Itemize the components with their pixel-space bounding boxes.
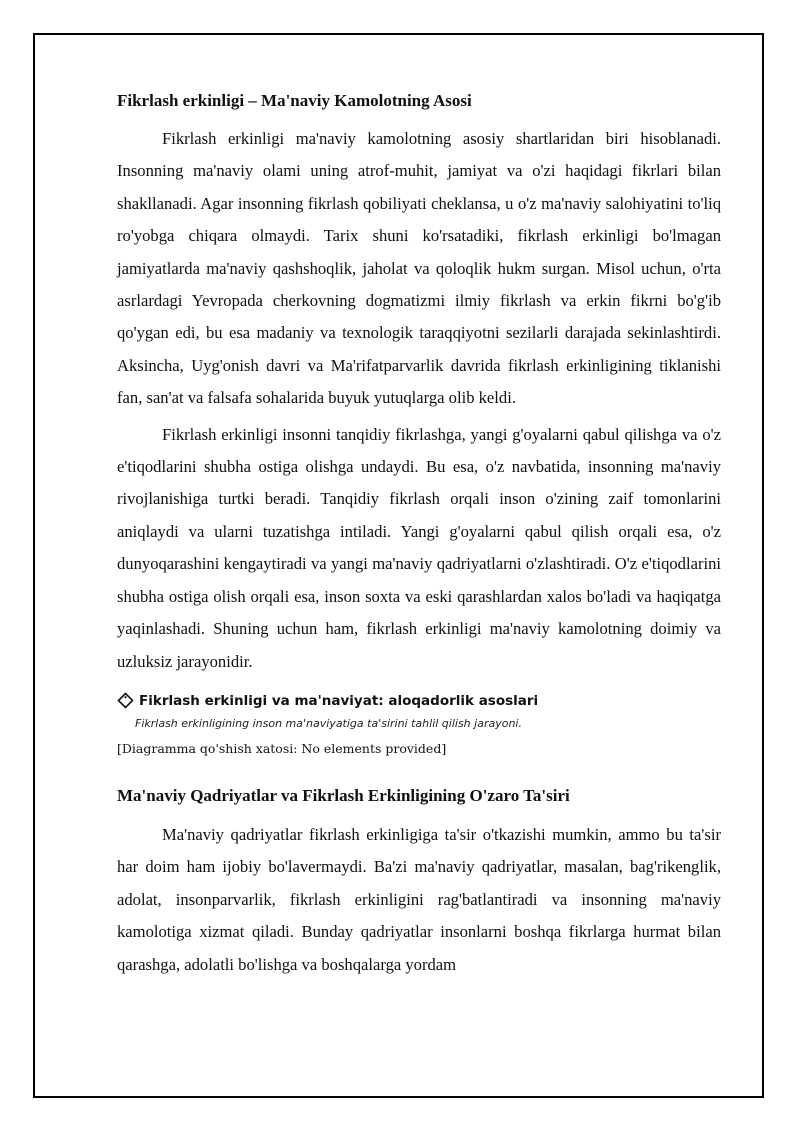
body-paragraph: Ma'naviy qadriyatlar fikrlash erkinligiga ta'sir o'tkazishi mumkin, ammo bu ta'sir har doim ham ijobiy bo'lavermaydi. Ba'zi ma'naviy qadriyatlar, masalan, bag'rikenglik, adolat, insonparvarlik, fikrlash erkinligini rag'batlantiradi va insonning ma'naviy kamolotiga xizmat qiladi. Bunday qadriyatlar insonlarni boshqa fikrlarga hurmat bilan qarashga, adolatli bo'lishga va boshqalarga yordam [117,824,721,974]
page-frame [33,33,764,1098]
document-body [117,90,721,981]
section-heading: Ma'naviy Qadriyatlar va Fikrlash Erkinligining O'zaro Ta'siri [117,785,570,805]
section-heading: Fikrlash erkinligi – Ma'naviy Kamolotning Asosi [117,91,472,110]
body-paragraph: Fikrlash erkinligi insonni tanqidiy fikrlashga, yangi g'oyalarni qabul qilishga va o'z e'tiqodlarini shubha ostiga olishga undaydi. Bu esa, o'z navbatida, insonning ma'naviy rivojlanishiga turtki beradi. Tanqidiy fikrlash orqali inson o'zining zaif tomonlarini aniqlaydi va ularni tuzatishga intiladi. Yangi g'oyalarni qabul qilish orqali esa, o'z dunyoqarashini kengaytiradi va yangi ma'naviy qadriyatlarni o'zlashtiradi. O'z e'tiqodlarini shubha ostiga olish orqali esa, inson soxta va eski qarashlardan xalos bo'ladi va haqiqatga yaqinlashadi. Shuning uchun ham, fikrlash erkinligi ma'naviy kamolotning doimiy va uzluksiz jarayonidir. [117,424,721,671]
diagram-placeholder [117,691,721,758]
tag-icon [117,692,134,709]
diagram-subtitle: Fikrlash erkinligining inson ma'naviyatiga ta'sirini tahlil qilish jarayoni. [135,716,522,730]
diagram-title-row [117,691,721,711]
diagram-error-message: [Diagramma qo'shish xatosi: No elements provided] [117,740,447,756]
diagram-title: Fikrlash erkinligi va ma'naviyat: aloqadorlik asoslari [139,692,539,709]
body-paragraph: Fikrlash erkinligi ma'naviy kamolotning asosiy shartlaridan biri hisoblanadi. Insonning ma'naviy olami uning atrof-muhit, jamiyat va o'zi haqidagi fikrlari bilan shakllanadi. Agar insonning fikrlash qobiliyati cheklansa, u o'z ma'naviy salohiyatini to'liq ro'yobga chiqara olmaydi. Tarix shuni ko'rsatadiki, fikrlash erkinligi bo'lmagan jamiyatlarda ma'naviy qashshoqlik, jaholat va qoloqlik hukm surgan. Misol uchun, o'rta asrlardagi Yevropada cherkovning dogmatizmi ilmiy fikrlash va erkin fikrni bo'g'ib qo'ygan edi, bu esa madaniy va texnologik taraqqiyotni sezilarli darajada sekinlashtirdi. Aksincha, Uyg'onish davri va Ma'rifatparvarlik davrida fikrlash erkinligining tiklanishi fan, san'at va falsafa sohalarida buyuk yutuqlarga olib keldi. [117,129,721,408]
